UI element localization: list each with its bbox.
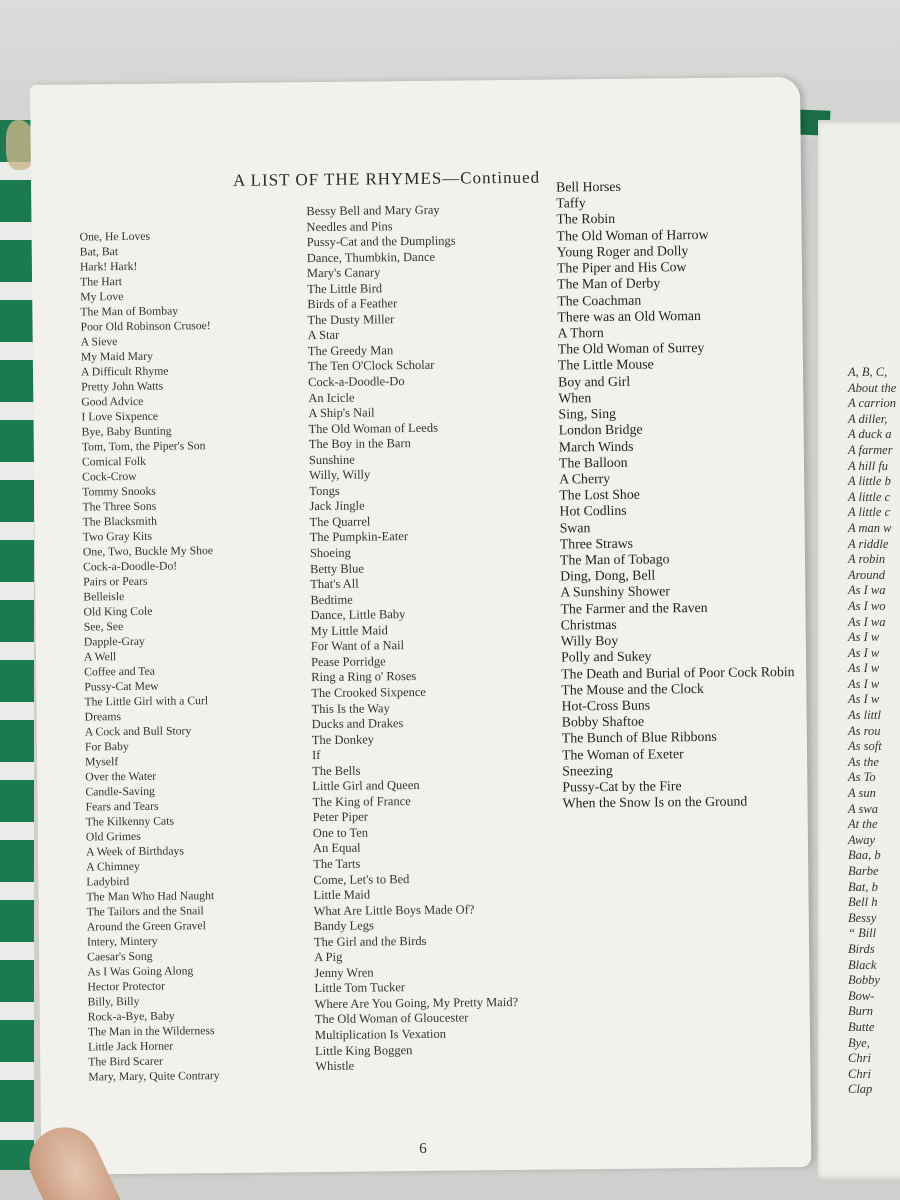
facing-page-line: Baa, b (848, 848, 881, 863)
facing-page-line: A sun (848, 786, 876, 801)
facing-page-line: As I w (848, 630, 880, 645)
rhyme-title: Little Jack Horner (88, 1039, 174, 1054)
rhyme-title: Comical Folk (81, 454, 146, 469)
rhyme-title: The Man Who Had Naught (86, 889, 215, 904)
rhyme-title: Around the Green Gravel (86, 919, 206, 934)
rhyme-title: Tommy Snooks (82, 484, 156, 499)
rhyme-title: Where Are You Going, My Pretty Maid? (314, 994, 519, 1011)
rhyme-title: The Man of Bombay (80, 304, 179, 319)
rhyme-title: The Farmer and the Raven (560, 599, 708, 617)
facing-page-line: A carrion (848, 396, 897, 411)
rhyme-title: The Old Woman of Surrey (557, 340, 705, 357)
facing-page-line: A little c (848, 505, 891, 520)
facing-page-line: Burn (848, 1004, 873, 1019)
rhyme-title: Sing, Sing (558, 405, 617, 422)
rhyme-title: My Maid Mary (80, 349, 153, 364)
facing-page-line: A farmer (848, 442, 893, 457)
rhyme-title: Birds of a Feather (307, 296, 398, 312)
rhyme-title: Pretty John Watts (81, 379, 164, 394)
rhyme-title: A Sieve (80, 335, 118, 349)
facing-page-line: A hill fu (848, 458, 889, 473)
rhyme-column-3 (556, 177, 813, 812)
facing-page-line: Bow- (848, 988, 875, 1003)
rhyme-title: Ladybird (86, 875, 130, 889)
rhyme-title: The Hart (79, 275, 122, 289)
rhyme-title: Tom, Tom, the Piper's Son (81, 439, 206, 454)
rhyme-title: The King of France (312, 793, 411, 809)
rhyme-title: Little Girl and Queen (312, 778, 420, 794)
facing-page-line: As soft (848, 739, 882, 754)
rhyme-title: Bobby Shaftoe (561, 713, 645, 730)
rhyme-title: Poor Old Robinson Crusoe! (80, 319, 211, 334)
rhyme-title: Dapple-Gray (83, 634, 145, 649)
rhyme-title: Sunshine (308, 452, 355, 467)
rhyme-title: Polly and Sukey (560, 648, 652, 665)
facing-page-line: Bat, b (848, 879, 878, 894)
rhyme-title: The Man of Tobago (559, 551, 670, 568)
rhyme-title: Old Grimes (85, 829, 141, 844)
facing-page-line: Bell h (848, 895, 878, 910)
facing-page-line: Bobby (848, 973, 880, 988)
rhyme-title: Pairs or Pears (83, 574, 148, 589)
rhyme-title: The Little Girl with a Curl (84, 694, 209, 709)
rhyme-title: Whistle (315, 1058, 355, 1074)
rhyme-title: Mary's Canary (306, 265, 381, 281)
rhyme-title: Pussy-Cat Mew (84, 679, 159, 694)
rhyme-title: Fears and Tears (85, 799, 159, 814)
rhyme-title: Bessy Bell and Mary Gray (306, 202, 440, 219)
rhyme-title: As I Was Going Along (87, 964, 194, 979)
rhyme-title: The Pumpkin-Eater (309, 529, 409, 545)
rhyme-title: London Bridge (558, 421, 643, 438)
rhyme-title: Ring a Ring o' Roses (311, 669, 417, 685)
rhyme-title: The Old Woman of Harrow (556, 226, 709, 244)
rhyme-title: Peter Piper (312, 809, 368, 825)
rhyme-title: The Bells (312, 763, 361, 778)
book-cover-edge (0, 120, 34, 1170)
rhyme-title: Little Tom Tucker (314, 980, 406, 996)
rhyme-title: The Balloon (558, 454, 628, 471)
rhyme-title: A Sunshiny Shower (560, 583, 671, 600)
rhyme-title: The Tailors and the Snail (86, 904, 204, 919)
rhyme-title: The Ten O'Clock Scholar (307, 358, 435, 374)
rhyme-title: A Cock and Bull Story (84, 724, 192, 739)
rhyme-title: Good Advice (81, 394, 144, 409)
facing-page (818, 120, 900, 1180)
rhyme-title: A Star (307, 328, 340, 343)
rhyme-title: Two Gray Kits (82, 529, 153, 544)
rhyme-title: A Week of Birthdays (85, 844, 184, 859)
rhyme-column-2 (306, 202, 555, 1075)
rhyme-title: Hot Codlins (559, 503, 627, 519)
rhyme-title: The Coachman (557, 292, 642, 309)
rhyme-title: Jack Jingle (309, 498, 365, 514)
rhyme-title: An Icicle (308, 390, 355, 405)
rhyme-column-1 (80, 228, 220, 1084)
facing-page-line: Clap (848, 1082, 873, 1097)
facing-page-line: As I w (848, 692, 880, 707)
rhyme-title: The Lost Shoe (559, 486, 640, 503)
rhyme-title: Swan (559, 519, 591, 536)
rhyme-title: Pease Porridge (310, 654, 386, 669)
facing-page-line: As I wa (848, 614, 886, 629)
facing-page-line: Bye, (848, 1035, 870, 1050)
facing-page-line: A diller, (848, 411, 888, 426)
facing-page-line: A, B, C, (848, 365, 888, 379)
rhyme-title: A Chimney (86, 859, 140, 874)
rhyme-title: The Old Woman of Gloucester (314, 1010, 469, 1027)
rhyme-title: Hark! Hark! (79, 259, 138, 274)
rhyme-title: The Quarrel (309, 514, 371, 530)
rhyme-title: Mary, Mary, Quite Contrary (88, 1069, 220, 1084)
rhyme-title: When (558, 389, 592, 406)
page-number: 6 (419, 1140, 427, 1157)
rhyme-title: The Man in the Wilderness (87, 1024, 215, 1039)
facing-page-list (848, 365, 896, 1098)
rhyme-title: Willy, Willy (309, 467, 371, 483)
facing-page-line: A little b (848, 474, 891, 489)
rhyme-title: Caesar's Song (87, 949, 153, 964)
rhyme-title: Jenny Wren (314, 965, 374, 980)
rhyme-title: Myself (85, 755, 119, 769)
rhyme-title: The Blacksmith (82, 514, 157, 529)
rhyme-title: Dreams (84, 710, 122, 724)
facing-page-line: As I w (848, 645, 880, 660)
rhyme-title: Cock-a-Doodle-Do! (82, 559, 178, 574)
rhyme-title: For Want of a Nail (310, 638, 405, 654)
rhyme-title: The Piper and His Cow (556, 259, 687, 276)
facing-page-line: Black (848, 957, 877, 972)
rhyme-title: Cock-Crow (82, 469, 137, 484)
rhyme-title: The Bird Scarer (88, 1054, 163, 1069)
rhyme-title: Pussy-Cat and the Dumplings (306, 233, 456, 250)
rhyme-title: A Well (83, 650, 117, 664)
rhyme-title: The Boy in the Barn (308, 436, 411, 452)
facing-page-line: Birds (848, 941, 875, 956)
facing-page-line: As I wa (848, 583, 886, 598)
rhyme-title: Dance, Thumbkin, Dance (306, 249, 436, 265)
rhyme-title: The Woman of Exeter (561, 745, 684, 763)
rhyme-title: The Bunch of Blue Ribbons (561, 729, 717, 746)
rhyme-title: Taffy (556, 195, 586, 211)
rhyme-title: Bat, Bat (79, 245, 119, 259)
rhyme-title: My Little Maid (310, 623, 388, 638)
rhyme-title: The Dusty Miller (307, 312, 395, 327)
rhyme-title: Ding, Dong, Bell (560, 567, 656, 584)
facing-page-line: A man w (848, 520, 892, 535)
facing-page-line: As I wo (848, 598, 886, 613)
rhyme-title: There was an Old Woman (557, 307, 701, 325)
rhyme-title: The Robin (556, 211, 616, 227)
facing-page-line: As rou (848, 723, 881, 738)
rhyme-title: One, He Loves (79, 229, 151, 244)
rhyme-title: Ducks and Drakes (311, 716, 404, 732)
rhyme-title: An Equal (312, 841, 361, 856)
rhyme-title: See, See (83, 620, 124, 634)
facing-page-line: Butte (848, 1019, 875, 1034)
rhyme-title: Hector Protector (87, 979, 166, 994)
rhyme-title: Belleisle (83, 590, 125, 604)
rhyme-title: Boy and Girl (558, 373, 631, 390)
rhyme-title: Needles and Pins (306, 218, 393, 234)
facing-page-line: As To (848, 770, 876, 785)
rhyme-title: Intery, Mintery (86, 934, 158, 949)
rhyme-title: Little Maid (313, 887, 371, 903)
rhyme-title: I Love Sixpence (81, 409, 159, 424)
facing-page-line: A duck a (848, 427, 892, 442)
facing-page-line: As I w (848, 661, 880, 676)
rhyme-title: What Are Little Boys Made Of? (313, 902, 475, 918)
rhyme-title: The Crooked Sixpence (311, 684, 427, 701)
rhyme-title: A Cherry (559, 470, 611, 487)
facing-page-line: Bessy (848, 910, 877, 925)
facing-page-line: A little c (848, 489, 891, 504)
facing-page-line: A robin (848, 552, 886, 567)
facing-page-line: Chri (848, 1051, 871, 1066)
rhyme-title: Sneezing (562, 762, 613, 779)
facing-page-line: As the (848, 754, 879, 769)
facing-page-line: A swa (848, 801, 878, 816)
rhyme-title: Willy Boy (560, 632, 619, 649)
rhyme-title: The Donkey (311, 732, 375, 747)
rhyme-title: Coffee and Tea (84, 664, 156, 679)
rhyme-title: A Ship's Nail (308, 405, 375, 421)
rhyme-title: Candle-Saving (85, 784, 155, 799)
rhyme-title: Pussy-Cat by the Fire (562, 778, 682, 795)
rhyme-title: Rock-a-Bye, Baby (87, 1009, 175, 1024)
rhyme-title: A Thorn (557, 324, 604, 341)
rhyme-title: Shoeing (309, 545, 351, 561)
rhyme-title: That's All (310, 576, 359, 592)
book-page (30, 77, 811, 1175)
rhyme-title: The Greedy Man (307, 343, 394, 359)
rhyme-title: Multiplication Is Vexation (314, 1026, 447, 1043)
rhyme-title: Cock-a-Doodle-Do (308, 374, 405, 390)
rhyme-title: The Little Bird (307, 281, 383, 296)
rhyme-title: The Man of Derby (557, 275, 661, 292)
facing-page-line: At the (848, 817, 878, 832)
facing-page-line: Away (848, 832, 876, 847)
rhyme-title: Betty Blue (310, 561, 364, 576)
rhyme-title: The Death and Burial of Poor Cock Robin (561, 663, 795, 682)
rhyme-title: Bell Horses (556, 178, 621, 195)
rhyme-title: One to Ten (312, 825, 369, 840)
facing-page-line: Around (848, 567, 886, 582)
rhyme-title: Young Roger and Dolly (556, 242, 689, 260)
rhyme-title: When the Snow Is on the Ground (562, 793, 748, 811)
rhyme-title: Dance, Little Baby (310, 607, 406, 623)
facing-page-line: “ Bill (848, 926, 877, 941)
rhyme-title: My Love (80, 290, 124, 304)
rhyme-title: The Girl and the Birds (313, 933, 427, 949)
rhyme-title: One, Two, Buckle My Shoe (82, 544, 214, 559)
rhyme-title: Three Straws (559, 535, 634, 552)
rhyme-title: Bye, Baby Bunting (81, 424, 172, 439)
rhyme-title: The Tarts (313, 856, 361, 872)
rhyme-title: For Baby (84, 740, 129, 754)
rhyme-title: Little King Boggen (315, 1042, 413, 1058)
rhyme-title: Come, Let's to Bed (313, 871, 410, 887)
rhyme-title: The Kilkenny Cats (85, 814, 175, 829)
rhyme-title: If (311, 748, 321, 763)
page-title: A LIST OF THE RHYMES—Continued (232, 167, 541, 190)
rhyme-title: Bandy Legs (313, 918, 374, 934)
rhyme-title: The Three Sons (82, 499, 157, 514)
facing-page-line: Chri (848, 1066, 871, 1081)
rhyme-title: Bedtime (310, 592, 353, 607)
rhyme-title: A Pig (314, 950, 343, 965)
rhyme-title: This Is the Way (311, 700, 390, 716)
rhyme-title: The Old Woman of Leeds (308, 420, 438, 436)
rhyme-title: March Winds (558, 438, 634, 454)
rhyme-title: Over the Water (85, 769, 157, 784)
facing-page-line: About the (848, 380, 897, 395)
facing-page-line: Barbe (848, 864, 879, 878)
rhyme-title: Christmas (560, 616, 617, 633)
rhyme-title: A Difficult Rhyme (80, 364, 169, 379)
facing-page-line: A riddle (848, 536, 889, 551)
facing-page-line: As littl (848, 708, 881, 723)
rhyme-title: The Mouse and the Clock (561, 680, 704, 698)
rhyme-title: Billy, Billy (87, 994, 140, 1009)
facing-page-line: As I w (848, 676, 880, 691)
rhyme-title: Hot-Cross Buns (561, 697, 651, 714)
rhyme-title: Tongs (309, 483, 340, 498)
rhyme-title: The Little Mouse (557, 356, 654, 373)
rhyme-title: Old King Cole (83, 604, 153, 619)
